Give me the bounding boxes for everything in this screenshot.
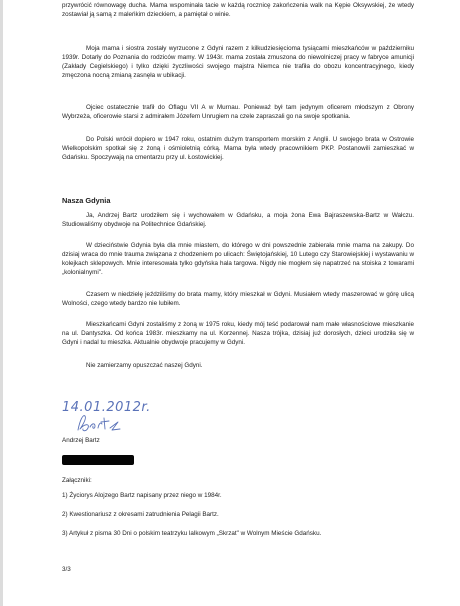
paragraph-sunday-visits: Czasem w niedzielę jeździliśmy do brata mamy, który mieszkał w Gdyni. Musiałem wtedy maszerować w górę ulicą Wolności, czego wtedy bardzo nie lubiłem. <box>62 291 414 307</box>
scan-edge <box>0 0 3 606</box>
attachment-item: 2) Kwestionariusz z okresami zatrudnienia Pelagii Bartz. <box>62 511 219 518</box>
paragraph-oflag: Ojciec ostatecznie trafił do Oflagu VII A w Murnau. Ponieważ był tam jedynym oficerem młodszym z Obrony Wybrzeża, oficerowie starsi z admirałem Józefem Unrugiem na czele zapraszali go na swoje spotkania. <box>62 104 414 120</box>
attachment-item: 1) Życiorys Alojzego Bartz napisany przez niego w 1984r. <box>62 492 222 499</box>
attachment-item: 3) Artykuł z pisma 30 Dni o polskim teatrzyku lalkowym „Skrzat" w Wolnym Mieście Gdańsku. <box>62 530 322 537</box>
paragraph-mother-sister: Moja mama i siostra zostały wyrzucone z Gdyni razem z kilkudziesięcioma tysiącami mieszkańców w październiku 1939r. Dotarły do Poznania do rodziców mamy. W 1943r. mama została zmuszona do niewolniczej pracy w fabryce amunicji (Zakłady Cegielskiego) i tylko dzięki życzliwości swojego majstra Niemca nie trafiła do obozu koncentracyjnego, kiedy zmęczona nocną zmianą zasnęła w ubikacji. <box>62 45 414 79</box>
attachments-label: Załączniki: <box>62 477 92 484</box>
signature-name: Andrzej Bartz <box>62 437 100 444</box>
paragraph-continuation: przywrócić równowagę ducha. Mama wspominała tacie w każdą rocznicę zakończenia walk na Kępie Oksywskiej, że wtedy zostawiał ją samą z maleńkim dzieckiem, a pamiętał o winie. <box>62 2 414 18</box>
paragraph-closing: Nie zamierzamy opuszczać naszej Gdyni. <box>86 362 203 369</box>
signature-mark <box>74 410 134 436</box>
paragraph-author-intro: Ja, Andrzej Bartz urodziłem się i wychowałem w Gdańsku, a moja żona Ewa Bajraszewska-Bartz w Wałczu. Studiowaliśmy obydwoje na Politechnice Gdańskiej. <box>62 212 414 228</box>
page-number: 3/3 <box>62 566 71 573</box>
paragraph-residents: Mieszkańcami Gdyni zostaliśmy z żoną w 1975 roku, kiedy mój teść podarował nam małe własnościowe mieszkanie na ul. Dantyszka. Od końca 1983r. mieszkamy na ul. Korzennej. Nasza trójka, dzisiaj już dorosłych, dzieci urodziła się w Gdyni i nadal tu mieszka. Aktualnie obydwoje pracujemy w Gdyni. <box>62 321 414 346</box>
handwritten-date: 14.01.2012r. <box>62 400 151 415</box>
paragraph-return-poland: Do Polski wrócił dopiero w 1947 roku, ostatnim dużym transportem morskim z Anglii. U swojego brata w Ostrowie Wielkopolskim spotkał się z żoną i ośmioletnią córką. Mama była wtedy pracownikiem PKP. Postanowili zamieszkać w Gdańsku. Spoczywają na cmentarzu przy ul. Łostowickiej. <box>62 136 414 161</box>
redaction-bar <box>62 455 134 465</box>
paragraph-childhood: W dzieciństwie Gdynia była dla mnie miastem, do którego w dni powszednie zabierała mnie mama na zakupy. Do dzisiaj wraca do mnie trauma związana z chodzeniem po ulicach: Świętojańskiej, 10 Lutego czy Starowiejskiej i wystawaniu w kolejkach sklepowych. Mnie interesowała tylko gdyńska hala targowa. Nigdy nie mogłem się napatrzeć na stoiska z towarami „kolonialnymi". <box>62 242 414 276</box>
section-heading: Nasza Gdynia <box>62 196 111 205</box>
